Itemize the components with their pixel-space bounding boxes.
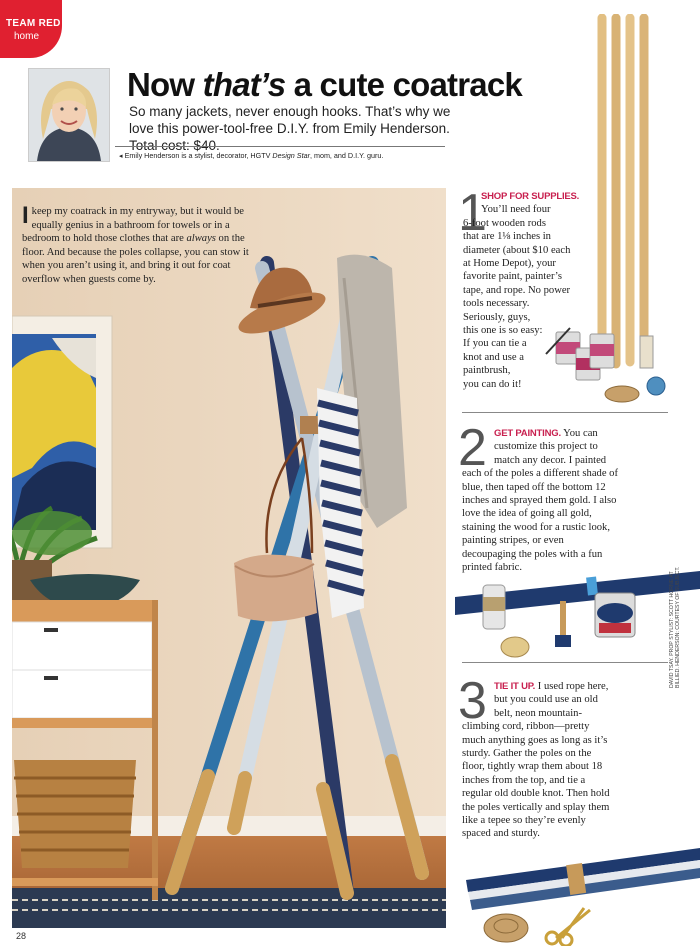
step-1-text bbox=[463, 190, 651, 391]
title-emphasis: that’s bbox=[202, 66, 286, 103]
step-1-line: tape, and rope. No power bbox=[463, 284, 571, 296]
step-divider bbox=[462, 412, 668, 413]
credit-arrow-icon: ◂ bbox=[119, 151, 123, 160]
step-3-line: much anything goes as long as it’s bbox=[462, 734, 608, 746]
photo-credit-line: BILLIED. HENDERSON: COURTESY OF SUBJECT. bbox=[675, 566, 682, 688]
step-3-line: the poles vertically and splay them bbox=[462, 801, 610, 813]
step-1-line: favorite paint, painter’s bbox=[463, 271, 562, 283]
step-3-title: TIE IT UP. bbox=[494, 681, 536, 692]
step-1-line: paintbrush, bbox=[463, 365, 511, 377]
painting-supplies-illustration bbox=[455, 563, 700, 661]
step-2-line: match any decor. I painted bbox=[494, 454, 607, 466]
title-part1: Now bbox=[127, 66, 203, 103]
step-number-1: 1 bbox=[458, 184, 487, 242]
step-3-line: regular old double knot. Then hold bbox=[462, 788, 610, 800]
intro-after: on the floor. And because the poles collapse, you can stow it when you aren’t using it, and bring it out for coat overflow when guests come by. bbox=[22, 233, 249, 285]
coatrack-illustration bbox=[12, 188, 446, 928]
credit-divider bbox=[115, 146, 445, 147]
step-3-text bbox=[462, 680, 684, 841]
deck-text: So many jackets, never enough hooks. That’s why we love this power-tool-free D.I.Y. from Emily Henderson. Total cost: $40. bbox=[129, 104, 451, 153]
step-2-line: staining the wood for a rustic look, bbox=[462, 521, 610, 533]
step-3-line: like a tepee so they’re evenly bbox=[462, 815, 586, 827]
step-1-line: tools necessary. bbox=[463, 298, 530, 310]
step-3-line: sturdy. Gather the poles on the bbox=[462, 748, 592, 760]
step-2-line: inches and sprayed them gold. I also bbox=[462, 495, 617, 507]
step-2-line: You can bbox=[563, 428, 598, 439]
step-2-title: GET PAINTING. bbox=[494, 428, 561, 439]
step-3-line: but you could use an old bbox=[494, 694, 598, 706]
step-2-line: printed fabric. bbox=[462, 562, 523, 574]
intro-paragraph bbox=[22, 202, 262, 287]
step-2-line: each of the poles a different shade of bbox=[462, 468, 618, 480]
step-divider bbox=[462, 662, 668, 663]
step-3-line: I used rope here, bbox=[537, 681, 609, 692]
step-1-line: You’ll need four bbox=[481, 204, 551, 216]
step-1-line: knot and use a bbox=[463, 351, 524, 363]
step-2-line: blue, then taped off the bottom 12 bbox=[462, 481, 606, 493]
step-2-line: love the idea of going all gold, bbox=[462, 508, 592, 520]
badge-line2: home bbox=[14, 31, 40, 42]
step-1-title: SHOP FOR SUPPLIES. bbox=[481, 191, 580, 202]
step-2-line: customize this project to bbox=[494, 441, 598, 453]
credit-before: Emily Henderson is a stylist, decorator, HGTV bbox=[122, 151, 273, 160]
step-number-3: 3 bbox=[458, 672, 487, 730]
step-2-line: decoupaging the poles with a fun bbox=[462, 548, 603, 560]
step-1-line: 6-foot wooden rods bbox=[463, 217, 546, 229]
coatrack-photo bbox=[12, 188, 446, 928]
step-1-line: that are 1⅛ inches in bbox=[463, 231, 551, 243]
credit-after: , mom, and D.I.Y. guru. bbox=[309, 151, 384, 160]
step-1-line: this one is so easy: bbox=[463, 325, 543, 337]
title-part3: a cute coatrack bbox=[285, 66, 522, 103]
step-3-line: climbing cord, ribbon—pretty bbox=[462, 721, 590, 733]
photo-credit bbox=[669, 518, 682, 688]
step-3-line: belt, neon mountain- bbox=[494, 707, 582, 719]
rope-and-poles-illustration bbox=[460, 838, 700, 946]
intro-before: keep my coatrack in my entryway, but it would be equally genius in a bathroom for towels or in a bedroom to hold those clothes that are bbox=[22, 206, 244, 245]
intro-emphasis: always bbox=[186, 233, 216, 245]
photo-credit-line: DAVID TSAY. PROP STYLIST: SCOTT HORNE AT bbox=[669, 571, 675, 688]
team-red-badge bbox=[0, 0, 62, 58]
credit-show: Design Star bbox=[272, 151, 310, 160]
author-portrait bbox=[28, 68, 110, 162]
step-1-line: you can do it! bbox=[463, 378, 522, 390]
step-1-line: Seriously, guys, bbox=[463, 311, 531, 323]
step-1-line: If you can tie a bbox=[463, 338, 527, 350]
step-3-line: spaced and sturdy. bbox=[462, 828, 540, 840]
author-credit bbox=[119, 151, 383, 160]
badge-line1: TEAM RED bbox=[6, 18, 61, 29]
step-1-line: diameter (about $10 each bbox=[463, 244, 571, 256]
drop-cap: I bbox=[22, 202, 29, 229]
step-3-line: floor, tightly wrap them about 18 bbox=[462, 761, 603, 773]
step-3-line: inches from the top, and tie a bbox=[462, 774, 586, 786]
portrait-illustration bbox=[29, 69, 109, 161]
step-2-text bbox=[462, 427, 694, 574]
step-number-2: 2 bbox=[458, 419, 487, 477]
step-1-line: at Home Depot), your bbox=[463, 258, 556, 270]
page-title bbox=[127, 66, 522, 104]
step-2-line: painting stripes, or even bbox=[462, 535, 564, 547]
page-number: 28 bbox=[16, 931, 27, 941]
